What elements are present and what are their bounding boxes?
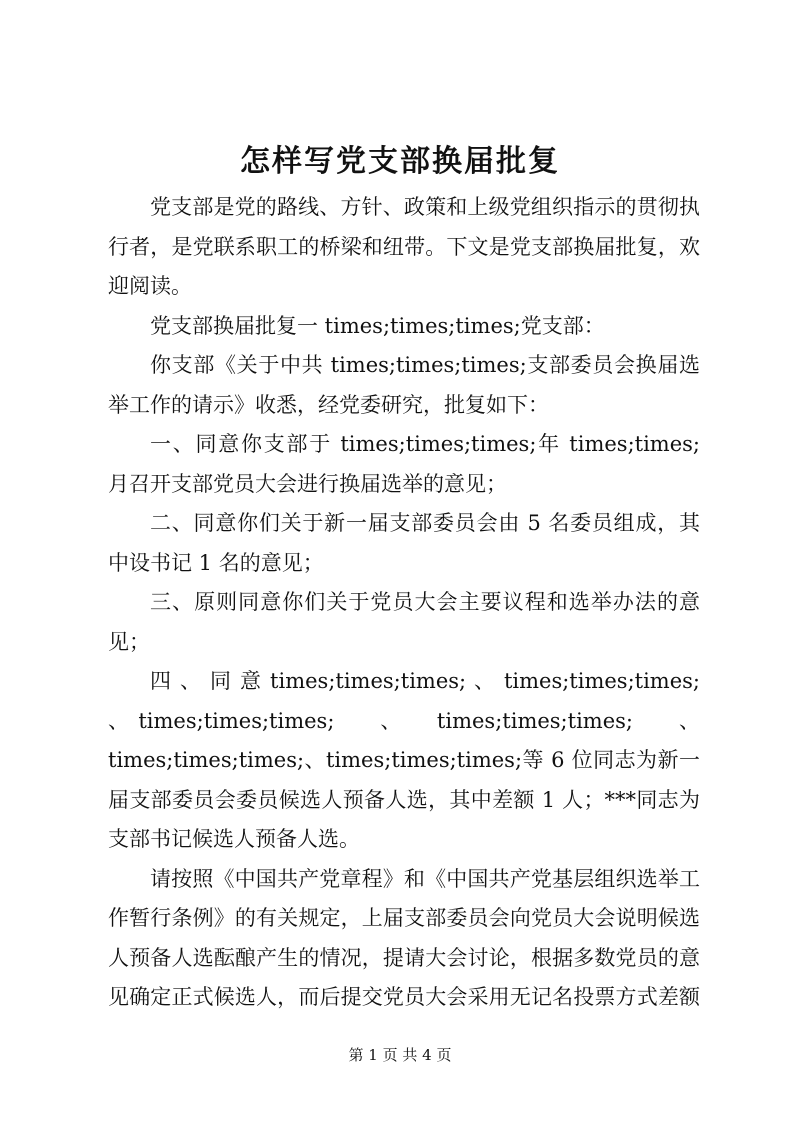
paragraph-receipt: 你支部《关于中共 times;times;times;支部委员会换届选举工作的请示》收悉，经党委研究，批复如下： bbox=[108, 353, 700, 417]
paragraph-instructions: 请按照《中国共产党章程》和《中国共产党基层组织选举工作暂行条例》的有关规定，上届支部委员会向党员大会说明候选人预备人选酝酿产生的情况，提请大会讨论，根据多数党员的意见确定正式候选人，而后提交党员大会采用无记名投票方式差额 bbox=[108, 866, 700, 1009]
document-body bbox=[108, 188, 700, 1018]
paragraph-item-4: 四 、 同 意 times;times;times; 、 times;times;times; 、 times;times;times; 、 times;times;times; 、 times;times;times;、times;times;times;等 6 位同志为新一届支部委员会委员候选人预备人选，其中差额 1 人；***同志为支部书记候选人预备人选。 bbox=[108, 669, 700, 851]
paragraph-addressee: 党支部换届批复一 times;times;times;党支部： bbox=[150, 313, 605, 338]
page-number: 第 1 页 共 4 页 bbox=[348, 1046, 452, 1064]
paragraph-item-2: 二、同意你们关于新一届支部委员会由 5 名委员组成，其中设书记 1 名的意见； bbox=[108, 511, 700, 575]
paragraph-intro: 党支部是党的路线、方针、政策和上级党组织指示的贯彻执行者，是党联系职工的桥梁和纽带。下文是党支部换届批复，欢迎阅读。 bbox=[108, 195, 700, 298]
paragraph-item-3: 三、原则同意你们关于党员大会主要议程和选举办法的意见； bbox=[108, 590, 700, 654]
paragraph-item-1: 一、同意你支部于 times;times;times;年 times;times;月召开支部党员大会进行换届选举的意见； bbox=[108, 432, 700, 496]
page-title: 怎样写党支部换届批复 bbox=[240, 144, 560, 179]
